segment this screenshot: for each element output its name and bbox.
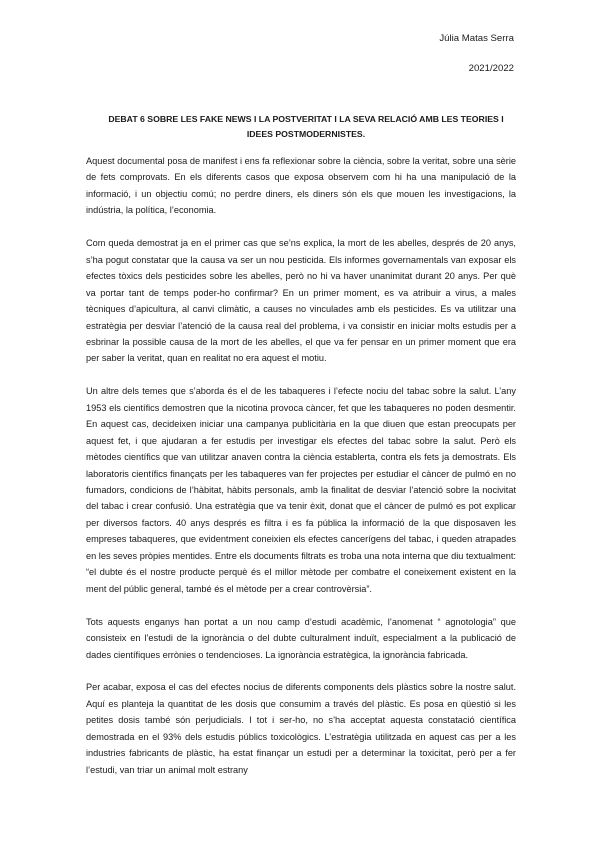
author-name: Júlia Matas Serra <box>439 33 514 44</box>
paragraph-agnotology: Tots aquests enganys han portat a un nou camp d’estudi acadèmic, l’anomenat “ agnotologia” que consisteix en l’estudi de la ignorància o del dubte culturalment induït, especialment a la publicació de dades científiques errònies o tendencioses. La ignorància estratègica, la ignorància fabricada. <box>86 616 516 660</box>
paragraph-intro: Aquest documental posa de manifest i ens fa reflexionar sobre la ciència, sobre la veritat, sobre una sèrie de fets comprovats. En els diferents casos que exposa observem com hi ha una manipulació de la informació, i un objectiu comú; no perdre diners, els diners són els que mouen les investigacions, la indústria, la política, l’economia. <box>86 156 516 216</box>
document-title: DEBAT 6 SOBRE LES FAKE NEWS I LA POSTVERITAT I LA SEVA RELACIÓ AMB LES TEORIES I IDEES POSTMODERNISTES. <box>108 114 504 139</box>
paragraph-plastics: Per acabar, exposa el cas del efectes nocius de diferents components dels plàstics sobre la nostre salut. Aquí es planteja la quantitat de les dosis que consumim a través del plàstic. Es posa en qüestió si les petites dosis també són perjudicials. I tot i ser-ho, no s’ha acceptat aquesta constatació científica demostrada en el 93% dels estudis públics toxicològics. L’estratègia utilitzada en aquest cas per a les industries fabricants de plàstic, ha estat finançar un estudi per a determinar la toxicitat, però per a fer l’estudi, van triar un animal molt estrany <box>86 682 516 775</box>
paragraph-bees: Com queda demostrat ja en el primer cas que se’ns explica, la mort de les abelles, després de 20 anys, s’ha pogut constatar que la causa va ser un nou pesticida. Els informes governamentals van exposar els efectes tòxics dels pesticides sobre les abelles, però no hi va haver unanimitat durant 20 anys. Per què va portar tant de temps poder-ho confirmar? En un primer moment, es va atribuir a virus, a males tècniques d’apicultura, al canvi climàtic, a causes no vinculades amb els pesticides. Es va utilitzar una estratègia per desviar l’atenció de la causa real del problema, i va consistir en iniciar molts estudis per a esbrinar la possible causa de la mort de les abelles, el que va fer pensar en un primer moment que era per saber la veritat, quan en realitat no era aquest el motiu. <box>86 238 516 364</box>
paragraph-tobacco: Un altre dels temes que s’aborda és el de les tabaqueres i l’efecte nociu del tabac sobre la salut. L’any 1953 els científics demostren que la nicotina provoca càncer, fet que les tabaqueres no poden desmentir. En aquest cas, decideixen iniciar una campanya publicitària en la que diuen que estan preocupats per aquest fet, i que ajudaran a fer estudis per investigar els efectes del tabac sobre la salut. Però els mètodes científics que van utilitzar anaven contra la ciència establerta, contra els fets ja demostrats. Els laboratoris científics finançats per les tabaqueres van fer projectes per estudiar el càncer de pulmó en no fumadors, condicions de l’hàbitat, hàbits personals, amb la finalitat de desviar l’atenció sobre la nocivitat del tabac i crear confusió. Una estratègia que va tenir èxit, donat que el càncer de pulmó es pot explicar per diversos factors. 40 anys després es filtra i es fa pública la informació de la que disposaven les empreses tabaqueres, que evidentment coneixien els efectes cancerígens del tabac, i queden atrapades en les seves pròpies mentides. Entre els documents filtrats es troba una nota interna que diu textualment: “el dubte és el nostre producte perquè és el millor mètode per combatre el coneixement existent en la ment del públic general, també és el mètode per a crear controvèrsia”. <box>86 386 516 594</box>
document-body <box>86 153 516 795</box>
academic-year: 2021/2022 <box>468 63 514 74</box>
